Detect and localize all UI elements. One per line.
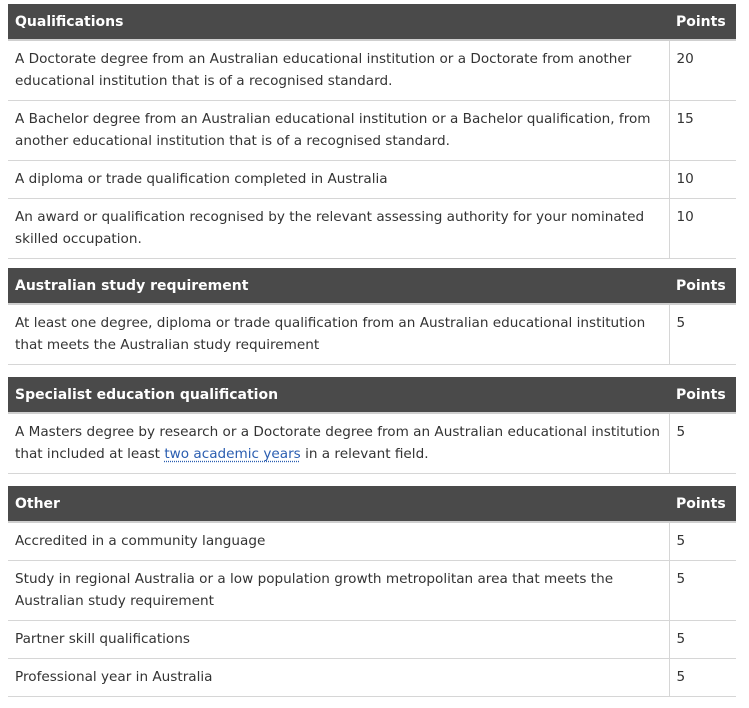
row-points: 10 xyxy=(669,161,736,199)
description-text-after: in a relevant field. xyxy=(300,446,429,462)
points-header: Points xyxy=(669,4,736,40)
points-header: Points xyxy=(669,377,736,413)
table-header-row xyxy=(8,4,736,40)
qualifications-table xyxy=(8,4,736,259)
two-academic-years-link[interactable]: two academic years xyxy=(164,446,301,462)
table-row xyxy=(8,199,736,259)
section-title: Other xyxy=(8,486,669,522)
row-description: Professional year in Australia xyxy=(8,659,669,697)
table-row xyxy=(8,40,736,101)
points-header: Points xyxy=(669,268,736,304)
table-row xyxy=(8,522,736,561)
table-row xyxy=(8,621,736,659)
table-header-row xyxy=(8,268,736,304)
specialist-education-table xyxy=(8,377,736,474)
table-header-row xyxy=(8,377,736,413)
table-header-row xyxy=(8,486,736,522)
table-row xyxy=(8,161,736,199)
row-description xyxy=(8,413,669,474)
points-header: Points xyxy=(669,486,736,522)
australian-study-requirement-table xyxy=(8,268,736,365)
table-row xyxy=(8,659,736,697)
row-description: A Doctorate degree from an Australian educational institution or a Doctorate from another educational institution that is of a recognised standard. xyxy=(8,40,669,101)
row-description: A Bachelor degree from an Australian educational institution or a Bachelor qualification, from another educational institution that is of a recognised standard. xyxy=(8,101,669,161)
table-row xyxy=(8,304,736,365)
row-points: 15 xyxy=(669,101,736,161)
row-description: Accredited in a community language xyxy=(8,522,669,561)
row-points: 5 xyxy=(669,304,736,365)
row-points: 5 xyxy=(669,621,736,659)
row-points: 20 xyxy=(669,40,736,101)
row-points: 5 xyxy=(669,413,736,474)
row-points: 5 xyxy=(669,561,736,621)
section-title: Qualifications xyxy=(8,4,669,40)
row-points: 10 xyxy=(669,199,736,259)
table-row xyxy=(8,561,736,621)
row-description: A diploma or trade qualification completed in Australia xyxy=(8,161,669,199)
table-row xyxy=(8,413,736,474)
section-title: Specialist education qualification xyxy=(8,377,669,413)
row-points: 5 xyxy=(669,522,736,561)
row-description: Partner skill qualifications xyxy=(8,621,669,659)
row-description: An award or qualification recognised by the relevant assessing authority for your nominated skilled occupation. xyxy=(8,199,669,259)
description-text-before: A Masters degree by research or a Doctorate degree from an Australian educational institution that included at least xyxy=(15,424,660,462)
row-description: Study in regional Australia or a low population growth metropolitan area that meets the Australian study requirement xyxy=(8,561,669,621)
other-table xyxy=(8,486,736,697)
row-description: At least one degree, diploma or trade qualification from an Australian educational institution that meets the Australian study requirement xyxy=(8,304,669,365)
row-points: 5 xyxy=(669,659,736,697)
section-title: Australian study requirement xyxy=(8,268,669,304)
table-row xyxy=(8,101,736,161)
